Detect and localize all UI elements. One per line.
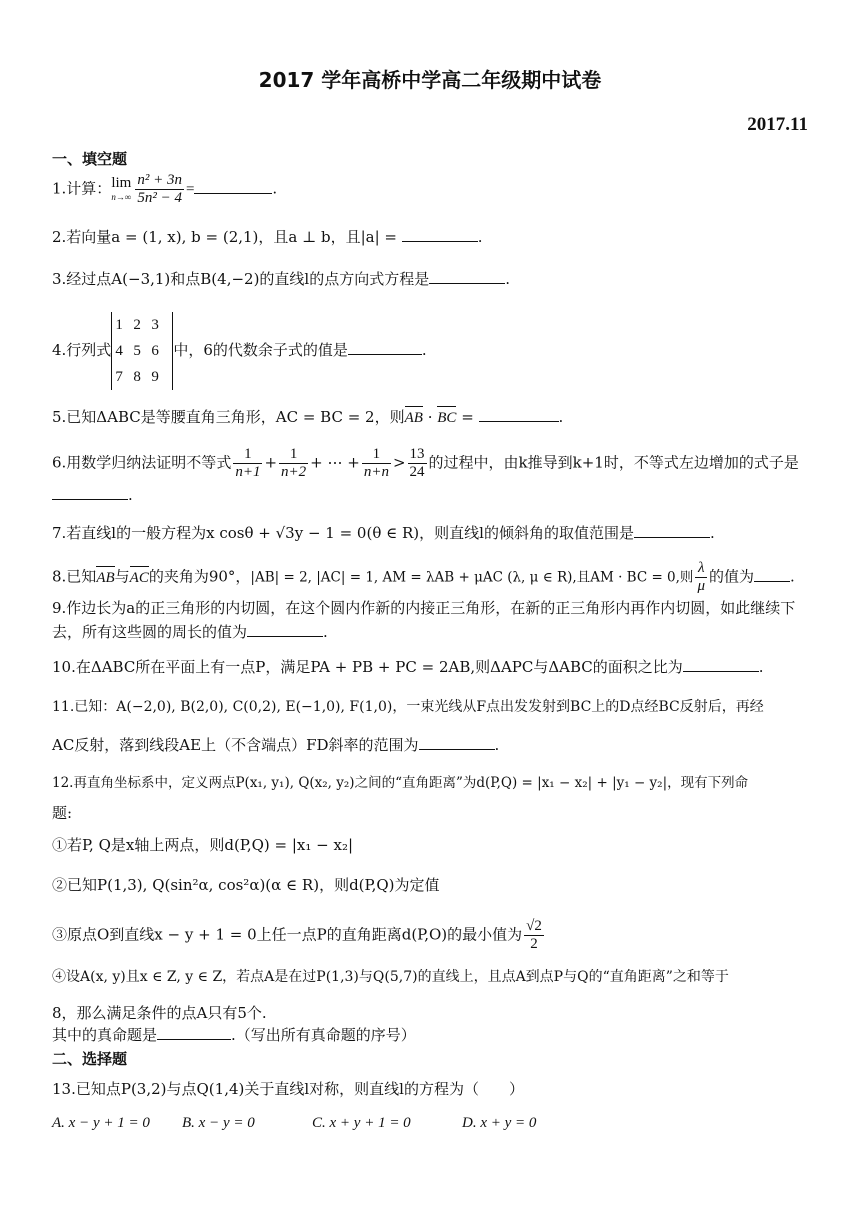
q8-numerator: λ (695, 560, 707, 578)
q6-greater-than: > (392, 453, 406, 472)
q6-f4-denominator: 24 (409, 464, 425, 480)
q11-line-1: 11.已知：A(−2,0), B(2,0), C(0,2), E(−1,0), F(1,0)，一束光线从F点出发发射到BC上的D点经BC反射后，再经 (52, 699, 764, 715)
q2-period: . (477, 228, 483, 246)
q9-text: 9.作边长为a的正三角形的内切圆，在这个圆内作新的内接正三角形，在新的正三角形内再作内切圆，如此继续下去，所有这些圆的周长的值为 (52, 599, 796, 641)
q11-period: . (494, 736, 500, 754)
question-13 (52, 1078, 808, 1100)
q12-s1-text: ①若P, Q是x轴上两点，则d(P,Q) = |x₁ − x₂| (52, 836, 354, 854)
q6-fraction-1 (233, 446, 262, 481)
q4-determinant (111, 312, 173, 390)
q5-equals: = (456, 408, 479, 426)
q3-answer-blank[interactable] (429, 269, 505, 284)
q6-suffix: 的过程中，由k推导到k+1时，不等式左边增加的式子是 (428, 453, 799, 472)
q8-period: . (789, 567, 795, 586)
q1-answer-blank[interactable] (194, 179, 272, 194)
q7-text: 7.若直线l的一般方程为x cosθ + √3y − 1 = 0(θ ∈ R)，则直线l的倾斜角的取值范围是 (52, 524, 634, 542)
q6-f2-numerator: 1 (279, 446, 308, 464)
q8-fraction (695, 560, 707, 595)
question-12-line-2 (52, 802, 808, 824)
det-cell: 9 (151, 369, 159, 385)
q4-suffix: 中，6的代数余子式的值是 (173, 341, 348, 359)
det-cell: 6 (151, 343, 159, 359)
section-fill-in: 一、填空题 (52, 150, 128, 168)
q12-answer-line (52, 1024, 808, 1046)
q8-conditions: |AB| = 2, |AC| = 1, AM = λAB + μAC (λ, μ ∈ R),且AM · BC = 0,则 (250, 569, 694, 586)
q1-lim-text: lim (111, 175, 132, 191)
q6-f4-numerator: 13 (409, 446, 425, 462)
q5-answer-blank[interactable] (479, 407, 559, 422)
q6-prefix: 6.用数学归纳法证明不等式 (52, 453, 232, 472)
q6-f1-denominator: n+1 (235, 464, 261, 480)
q11-answer-blank[interactable] (419, 735, 495, 750)
q12-ask-suffix: .（写出所有真命题的序号） (231, 1026, 416, 1044)
q6-period: . (128, 486, 133, 504)
det-cell: 3 (151, 317, 159, 333)
det-cell: 1 (115, 317, 123, 333)
question-2 (52, 226, 808, 248)
q12-line-2: 题: (52, 804, 73, 822)
q12-s2-text: ②已知P(1,3), Q(sin²α, cos²α)(α ∈ R)，则d(P,Q)为定值 (52, 876, 440, 894)
q8-prefix: 8.已知 (52, 567, 97, 586)
q13-option-d[interactable]: D. x + y = 0 (462, 1115, 537, 1131)
question-1 (52, 172, 808, 207)
q8-and: 与 (114, 567, 130, 586)
question-11 (52, 696, 808, 718)
q4-period: . (421, 341, 427, 359)
q9-period: . (323, 623, 328, 641)
question-5 (52, 406, 808, 429)
q1-equals: = (185, 181, 195, 198)
q5-prefix: 5.已知ΔABC是等腰直角三角形，AC = BC = 2，则 (52, 408, 405, 426)
q2-text: 2.若向量a = (1, x), b = (2,1)，且a ⊥ b，且|a| = (52, 228, 402, 246)
q12-s4-line-2: 8，那么满足条件的点A只有5个. (52, 1004, 267, 1022)
q6-fraction-2 (279, 446, 308, 481)
q8-suffix: 的值为 (708, 567, 754, 586)
q1-numerator: n² + 3n (137, 172, 182, 188)
q12-statement-3 (52, 918, 808, 953)
q12-ask: 其中的真命题是 (52, 1026, 158, 1044)
question-6: 6.用数学归纳法证明不等式 $\frac{1}{n+1}$ + $\frac{1}{n+2}$ + ⋯ + $\frac{1}{n+n}$ > $\frac{13}{24}$ 的过程中，由k推导到k+1时，不等式左边增加的式子是 (52, 446, 799, 480)
q10-period: . (758, 658, 764, 676)
q12-s3-fraction (524, 918, 544, 953)
q1-limit (111, 175, 131, 204)
q8-angle-text: 的夹角为90°， (148, 567, 251, 586)
q6-fraction-4 (408, 446, 427, 481)
q3-text: 3.经过点A(−3,1)和点B(4,−2)的直线l的点方向式方程是 (52, 270, 430, 288)
q3-period: . (505, 270, 511, 288)
q13-options (52, 1112, 808, 1134)
q12-s3-numerator: √2 (526, 918, 542, 934)
q5-dot: · (422, 408, 438, 426)
question-8 (52, 560, 808, 595)
section-multiple-choice: 二、选择题 (52, 1050, 128, 1068)
q8-vector-ac: AC (130, 567, 149, 589)
q5-vector-bc: BC (437, 407, 456, 429)
det-cell: 4 (115, 343, 123, 359)
q6-f3-denominator: n+n (363, 464, 389, 480)
q10-answer-blank[interactable] (683, 657, 759, 672)
q12-s3-denominator: 2 (530, 936, 538, 952)
question-9 (52, 596, 808, 644)
q10-text: 10.在ΔABC所在平面上有一点P，满足PA + PB + PC = 2AB,则ΔAPC与ΔABC的面积之比为 (52, 658, 683, 676)
q8-vector-ab: AB (96, 567, 114, 589)
question-7 (52, 522, 808, 544)
q6-ellipsis: + ⋯ + (310, 453, 360, 472)
q12-line-1: 12.再直角坐标系中，定义两点P(x₁, y₁), Q(x₂, y₂)之间的“直角距离”为d(P,Q) = |x₁ − x₂| + |y₁ − y₂|，现有下列命 (52, 775, 749, 791)
q12-s3-text: ③原点O到直线x − y + 1 = 0上任一点P的直角距离d(P,O)的最小值为 (52, 925, 523, 944)
q11-line-2: AC反射，落到线段AE上（不含端点）FD斜率的范围为 (52, 736, 419, 754)
q12-statement-1 (52, 834, 808, 856)
q1-period: . (272, 179, 278, 198)
q13-text: 13.已知点P(3,2)与点Q(1,4)关于直线l对称，则直线l的方程为（ ） (52, 1080, 524, 1098)
q13-option-c[interactable]: C. x + y + 1 = 0 (312, 1115, 411, 1131)
q7-answer-blank[interactable] (634, 523, 710, 538)
q12-statement-4 (52, 966, 808, 988)
det-cell: 7 (115, 369, 123, 385)
q1-denominator: 5n² − 4 (137, 190, 182, 206)
det-cell: 5 (133, 343, 141, 359)
q12-answer-blank[interactable] (157, 1025, 231, 1040)
q8-answer-blank[interactable] (754, 567, 790, 582)
q13-option-b[interactable]: B. x − y = 0 (182, 1115, 255, 1131)
q12-statement-4-line-2 (52, 1002, 808, 1024)
q1-fraction (135, 172, 184, 207)
question-3 (52, 268, 808, 290)
q4-prefix: 4.行列式 (52, 341, 112, 359)
question-6-line-2 (52, 484, 808, 506)
q2-answer-blank[interactable] (402, 227, 478, 242)
question-4 (52, 312, 808, 390)
q6-answer-blank[interactable] (52, 485, 128, 500)
q6-f2-denominator: n+2 (281, 464, 307, 480)
q12-s4-line-1: ④设A(x, y)且x ∈ Z, y ∈ Z，若点A是在过P(1,3)与Q(5,7)的直线上，且点A到点P与Q的“直角距离”之和等于 (52, 969, 729, 985)
question-12 (52, 772, 808, 794)
q6-fraction-3 (362, 446, 391, 481)
q12-statement-2 (52, 874, 808, 896)
q8-denominator: μ (697, 578, 705, 594)
q1-lim-sub: n→∞ (111, 192, 132, 202)
exam-title: 2017 学年高桥中学高二年级期中试卷 (258, 68, 602, 92)
q13-option-a[interactable]: A. x − y + 1 = 0 (52, 1115, 150, 1131)
q6-f1-numerator: 1 (233, 446, 262, 464)
det-cell: 2 (133, 317, 141, 333)
q6-f3-numerator: 1 (362, 446, 391, 464)
q4-answer-blank[interactable] (348, 340, 422, 355)
q7-period: . (709, 524, 715, 542)
q5-vector-ab: AB (405, 407, 423, 429)
question-11-line-2 (52, 734, 808, 756)
exam-date: 2017.11 (747, 114, 808, 135)
q5-period: . (558, 408, 564, 426)
question-10 (52, 656, 808, 678)
q1-prefix: 1.计算： (52, 179, 112, 198)
q9-answer-blank[interactable] (247, 622, 323, 637)
det-cell: 8 (133, 369, 141, 385)
